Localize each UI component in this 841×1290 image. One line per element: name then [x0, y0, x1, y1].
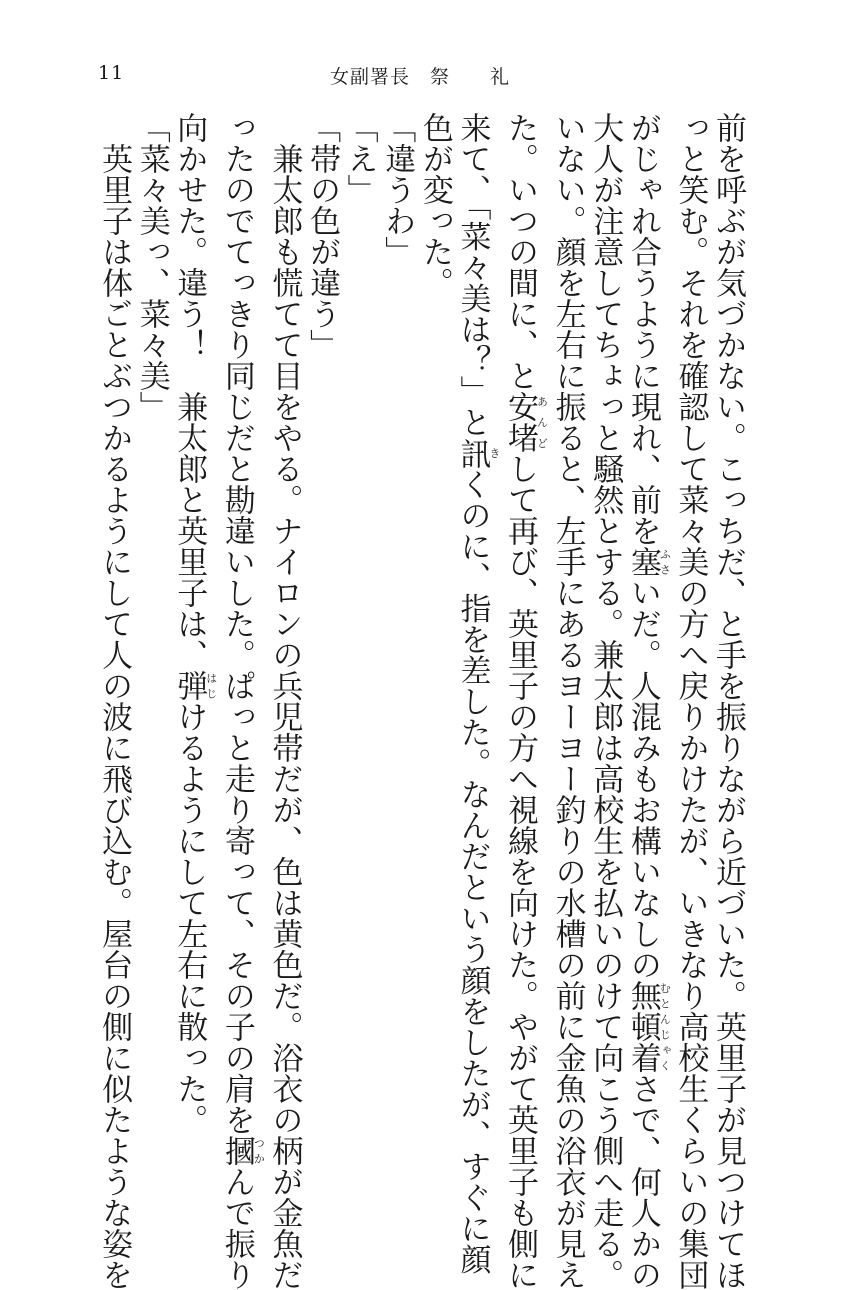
text-line: 向かせた。違う！ 兼太郎と英里子は、弾はじけるようにして左右に散った。: [171, 112, 218, 1135]
text-line: 英里子は体ごとぶつかるようにして人の波に飛び込む。屋台の側に似たような姿を: [96, 112, 133, 1290]
text-line: 「菜々美っ、菜々美」: [133, 112, 170, 422]
text-line: 「違うわ」: [379, 112, 416, 267]
text-line: いない。顔を左右に振ると、左手にあるヨーヨー釣りの水槽の前に金魚の浴衣が見え: [549, 112, 586, 1290]
vertical-body-text: [86, 112, 746, 1290]
ruby-annotation: 塞ふさ: [624, 546, 672, 577]
text-line: 兼太郎も慌てて目をやる。ナイロンの兵児帯だが、色は黄色だ。浴衣の柄が金魚だ: [266, 112, 303, 1290]
text-line: 色が変った。: [416, 112, 453, 298]
text-line: 「え」: [341, 112, 378, 205]
running-title: 女副署長 祭 礼: [330, 66, 511, 88]
text-line: 前を呼ぶが気づかない。こっちだ、と手を振りながら近づいた。英里子が見つけてほ: [710, 112, 746, 1290]
text-line: がじゃれ合うように現れ、前を塞ふさいだ。人混みもお構いなしの無頓着むとんじゃくさで、何人かの: [624, 112, 672, 1290]
text-line: 来て、「菜々美は？」と訊きくのに、指を差した。なんだという顔をしたが、すぐに顔: [454, 112, 501, 1275]
page-number: 11: [98, 62, 125, 84]
ruby-annotation: 弾はじ: [171, 670, 218, 701]
ruby-annotation: 訊き: [454, 437, 501, 469]
text-line: ったのでてっきり同じだと勘違いした。ぱっと走り寄って、その子の肩を摑つかんで振り: [218, 112, 266, 1290]
ruby-annotation: 安堵あんど: [502, 391, 549, 453]
page-header: [0, 62, 841, 86]
text-line: た。いつの間に、と安堵あんどして再び、英里子の方へ視線を向けた。やがて英里子も側に: [502, 112, 549, 1290]
text-line: っと笑む。それを確認して菜々美の方へ戻りかけたが、いきなり高校生くらいの集団: [672, 112, 709, 1290]
text-line: 「帯の色が違う」: [304, 112, 341, 360]
ruby-annotation: 無頓着むとんじゃく: [624, 980, 672, 1073]
text-line: 大人が注意してちょっと騒然とする。兼太郎は高校生を払いのけて向こう側へ走る。: [587, 112, 624, 1290]
ruby-annotation: 摑つか: [218, 1135, 266, 1166]
